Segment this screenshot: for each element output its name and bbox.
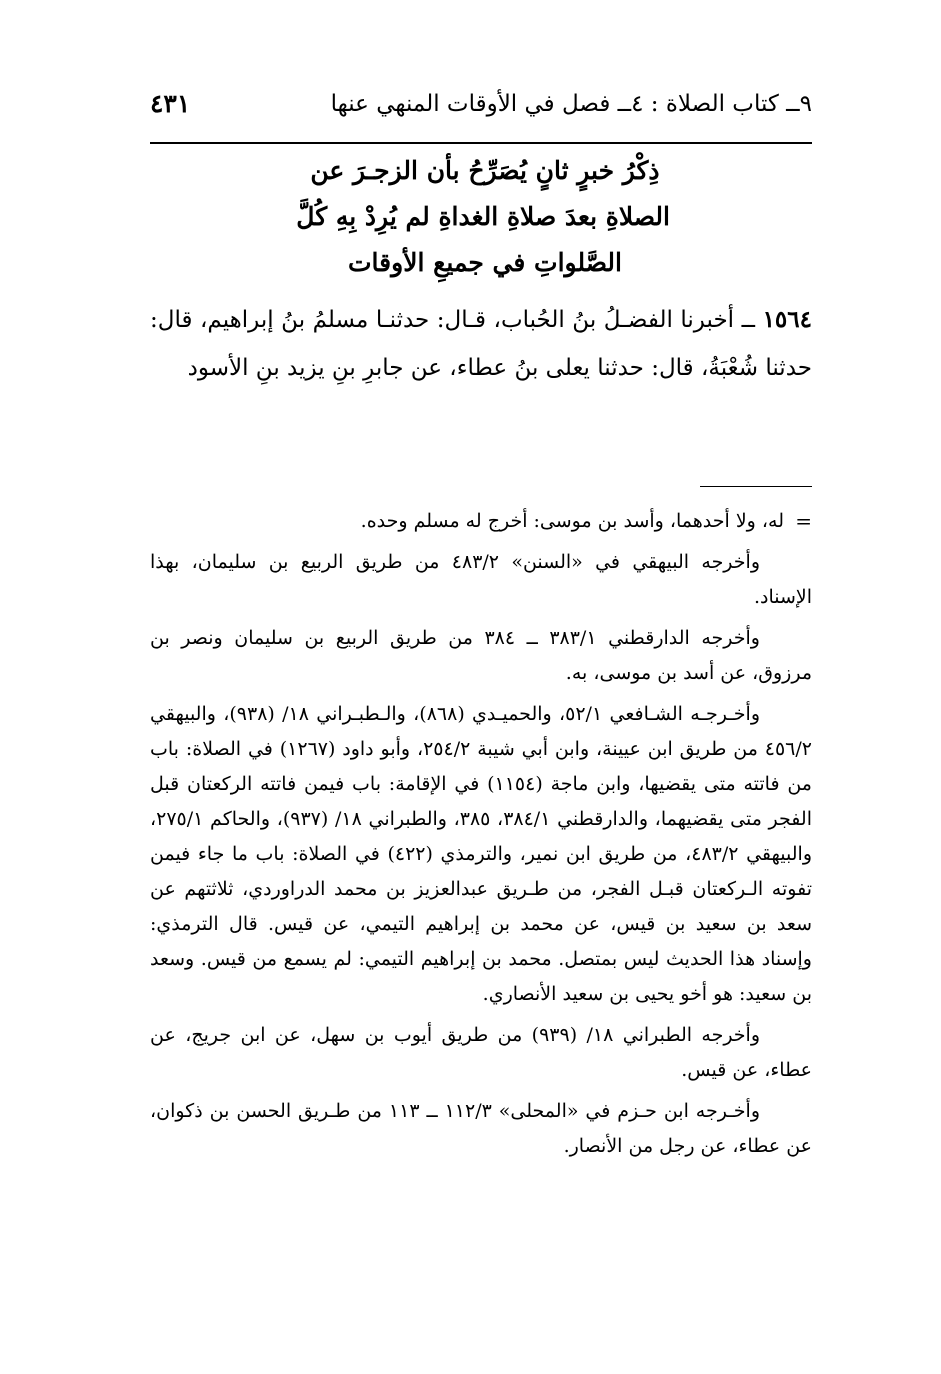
running-title: ٩ــ كتاب الصلاة : ٤ــ فصل في الأوقات المنهي عنها	[330, 91, 812, 117]
footnote-rule	[700, 486, 812, 487]
footnote-paragraph: وأخرجه الدارقطني ٣٨٣/١ ــ ٣٨٤ من طريق الربيع بن سليمان ونصر بن مرزوق، عن أسد بن موسى، به.	[150, 627, 812, 684]
footnote-paragraph: وأخـرجـه الشـافعي ٥٢/١، والحميـدي (٨٦٨)، والـطبـراني ١٨/ (٩٣٨)، والبيهقي ٤٥٦/٢ من طريق ابن عيينة، وابن أبي شيبة ٢٥٤/٢، وأبو داود (١٢٦٧) في الصلاة: باب من فاتته متى يقضيها، وابن ماجة (١١٥٤) في الإقامة: باب فيمن فاتته الركعتان قبل الفجر متى يقضيهما، والدارقطني ٣٨٤/١، ٣٨٥، والطبراني ١٨/ (٩٣٧)، والحاكم ٢٧٥/١، والبيهقي ٤٨٣/٢، من طريق ابن نمير، والترمذي (٤٢٢) في الصلاة: باب ما جاء فيمن تفوته الـركعتان قبـل الفجر، من طـريق عبدالعزيز بن محمد الدراوردي، ثلاثتهم عن سعد بن سعيد بن قيس، عن محمد بن إبراهيم التيمي، عن قيس. قال الترمذي: وإسناد هذا الحديث ليس بمتصل. محمد بن إبراهيم التيمي: لم يسمع من قيس. وسعد بن سعيد: هو أخو يحيى بن سعيد الأنصاري.	[150, 703, 812, 1005]
footnote-paragraph: وأخـرجه ابن حـزم في «المحلى» ١١٢/٣ ــ ١١٣ من طـريق الحسن بن ذكوان، عن عطاء، عن رجل من الأنصار.	[150, 1100, 812, 1157]
chapter-heading-line: الصَّلواتِ في جميعِ الأوقات	[348, 248, 622, 277]
chapter-heading	[296, 148, 670, 286]
footnote-paragraph	[150, 504, 812, 539]
page-header	[150, 88, 812, 124]
header-rule	[150, 142, 812, 144]
footnote-paragraph: وأخرجه الطبراني ١٨/ (٩٣٩) من طريق أيوب بن سهل، عن ابن جريج، عن عطاء، عن قيس.	[150, 1024, 812, 1081]
chapter-heading-line: الصلاةِ بعدَ صلاةِ الغداةِ لم يُرِدْ بِهِ كُلَّ	[296, 202, 670, 231]
footnote-paragraph-text: له، ولا أحدهما، وأسد بن موسى: أخرج له مسلم وحده.	[360, 510, 784, 532]
continuation-mark: =	[795, 509, 812, 533]
hadith-number: ١٥٦٤	[762, 306, 812, 333]
footnotes	[150, 504, 812, 1170]
page-number: ٤٣١	[150, 89, 191, 118]
chapter-heading-line: ذِكْرُ خبرٍ ثانٍ يُصَرِّحُ بأن الزجـرَ عن	[310, 156, 660, 185]
footnote-paragraph: وأخرجه البيهقي في «السنن» ٤٨٣/٢ من طريق الربيع بن سليمان، بهذا الإسناد.	[150, 551, 812, 608]
hadith-body: ــ أخبرنا الفضـلُ بنُ الحُباب، قـال: حدثنـا مسلمُ بنُ إبراهيم، قال: حدثنا شُعْبَةُ، قال: حدثنا يعلى بنُ عطاء، عن جابرِ بنِ يزيد بنِ الأسود	[150, 307, 812, 381]
hadith-text	[150, 296, 812, 392]
